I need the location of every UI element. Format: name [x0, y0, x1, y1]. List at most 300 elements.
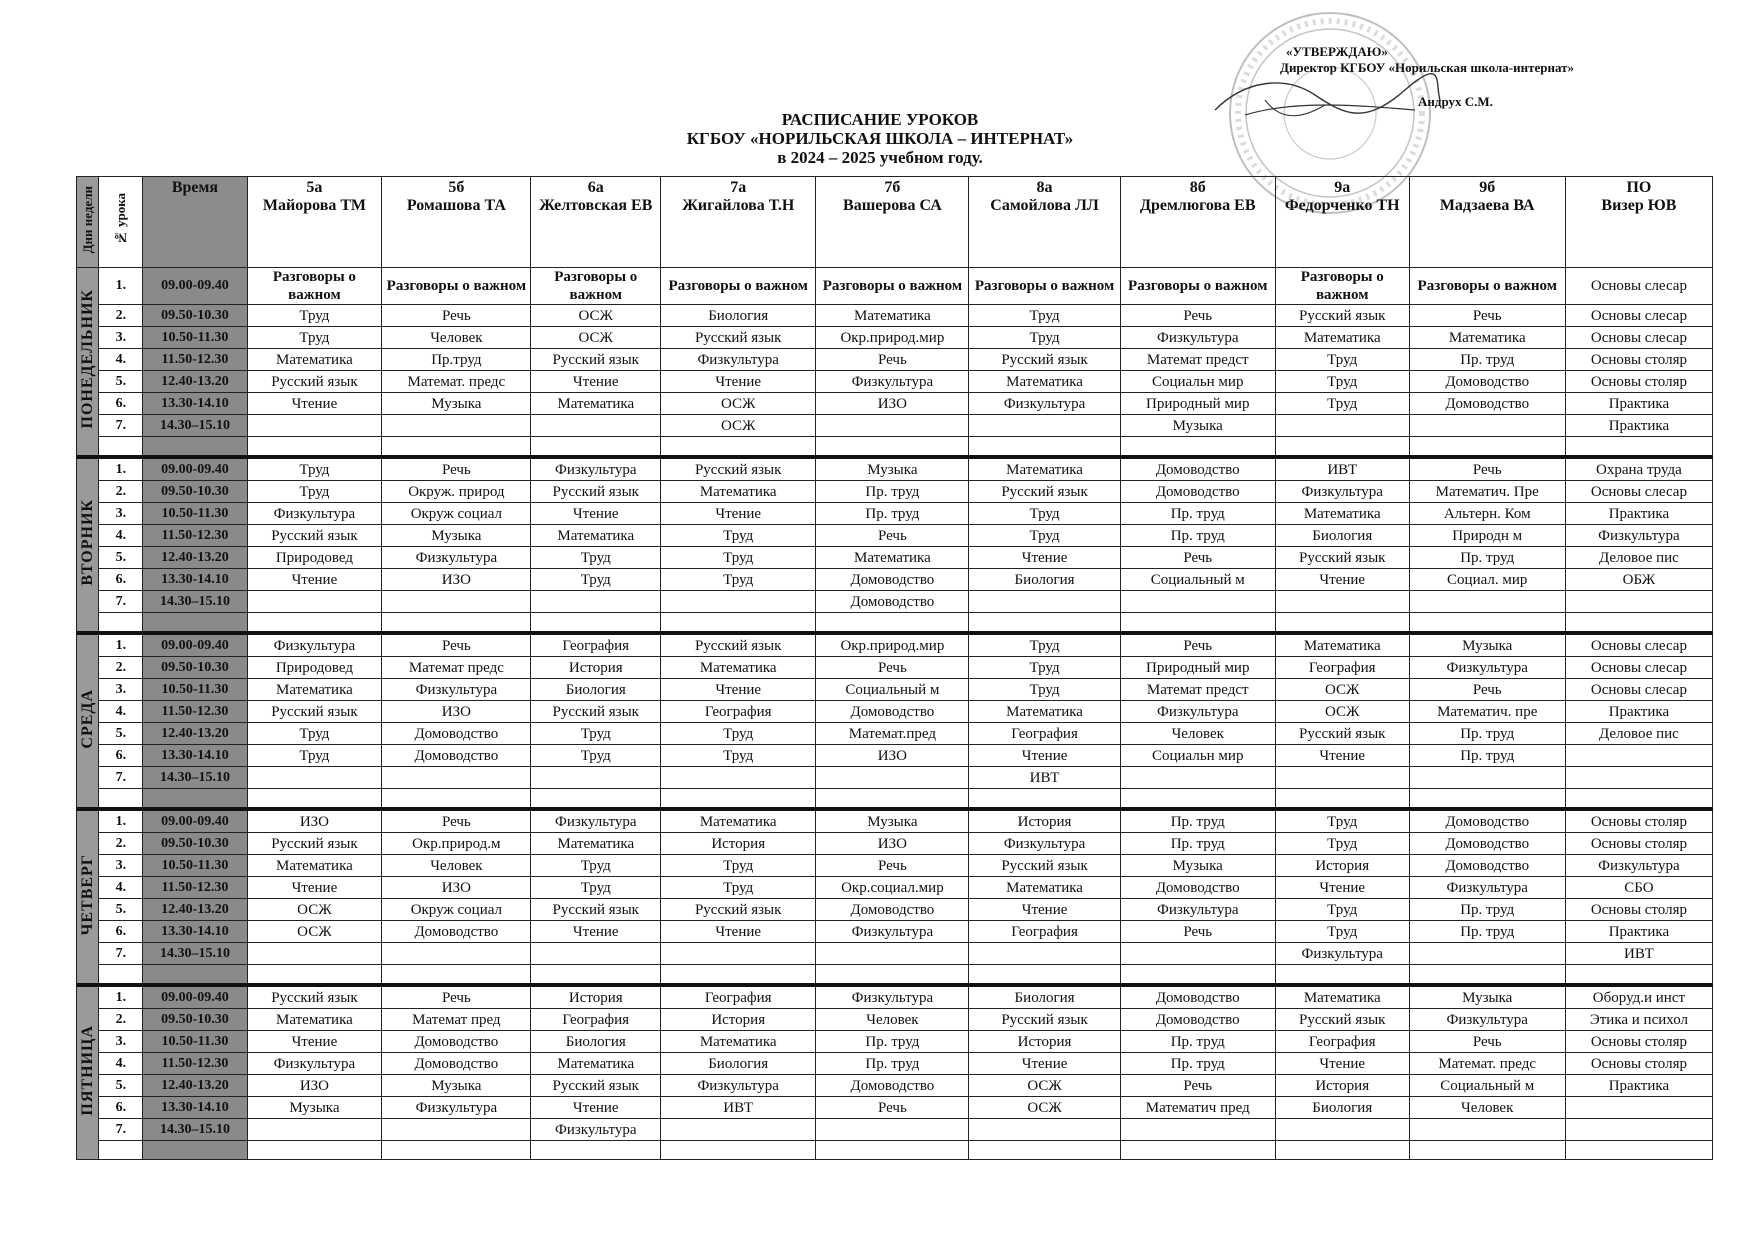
lesson-cell: Чтение: [531, 921, 661, 943]
lesson-cell: Практика: [1565, 921, 1712, 943]
lesson-cell: Физкультура: [661, 349, 816, 371]
lesson-cell: Природный мир: [1120, 393, 1275, 415]
lesson-cell: Русский язык: [247, 525, 382, 547]
lesson-cell: Речь: [382, 633, 531, 657]
lesson-cell: Физкультура: [816, 985, 969, 1009]
lesson-cell: Математ.пред: [816, 723, 969, 745]
lesson-row: [77, 899, 1713, 921]
spacer-cell: [969, 965, 1120, 986]
lesson-number: 4.: [99, 877, 143, 899]
approval-position: Директор КГБОУ «Норильская школа-интернат»: [1280, 60, 1574, 75]
lesson-cell: Деловое пис: [1565, 547, 1712, 569]
lesson-cell: Домоводство: [1409, 393, 1565, 415]
lesson-cell: Природн м: [1409, 525, 1565, 547]
spacer-cell: [969, 613, 1120, 634]
lesson-time: 13.30-14.10: [143, 921, 247, 943]
lesson-cell: Окр.природ.м: [382, 833, 531, 855]
lesson-number: 2.: [99, 657, 143, 679]
lesson-cell: Математ предст: [1120, 679, 1275, 701]
lesson-number: 6.: [99, 921, 143, 943]
lesson-cell: Физкультура: [1275, 943, 1409, 965]
spacer-cell: [661, 613, 816, 634]
lesson-cell: Русский язык: [531, 481, 661, 503]
spacer-cell: [531, 789, 661, 810]
lesson-cell: [816, 943, 969, 965]
lesson-cell: Русский язык: [969, 1009, 1120, 1031]
lesson-row: [77, 569, 1713, 591]
spacer-cell: [1409, 789, 1565, 810]
lesson-cell: Физкультура: [1409, 877, 1565, 899]
spacer-cell: [382, 437, 531, 458]
lesson-cell: Математ пред: [382, 1009, 531, 1031]
lesson-cell: Пр. труд: [816, 1053, 969, 1075]
lesson-cell: Практика: [1565, 701, 1712, 723]
spacer-cell: [816, 789, 969, 810]
lesson-time: 11.50-12.30: [143, 349, 247, 371]
lesson-cell: [1565, 745, 1712, 767]
header-class: [1565, 177, 1712, 268]
lesson-cell: Музыка: [382, 1075, 531, 1097]
lesson-cell: Труд: [247, 305, 382, 327]
lesson-cell: Труд: [969, 503, 1120, 525]
lesson-cell: Человек: [1120, 723, 1275, 745]
lesson-number: 3.: [99, 503, 143, 525]
lesson-cell: Физкультура: [969, 833, 1120, 855]
lesson-number: 2.: [99, 481, 143, 503]
lesson-cell: Речь: [382, 457, 531, 481]
lesson-number: 5.: [99, 371, 143, 393]
lesson-number: 4.: [99, 349, 143, 371]
lesson-cell: Математика: [531, 1053, 661, 1075]
lesson-cell: Чтение: [1275, 569, 1409, 591]
lesson-cell: Биология: [1275, 525, 1409, 547]
lesson-cell: Основы столяр: [1565, 899, 1712, 921]
spacer-cell: [99, 1141, 143, 1160]
lesson-cell: Человек: [382, 855, 531, 877]
class-teacher: Самойлова ЛЛ: [990, 197, 1099, 214]
title-line-1: РАСПИСАНИЕ УРОКОВ: [781, 110, 979, 129]
lesson-cell: Человек: [1409, 1097, 1565, 1119]
lesson-cell: Труд: [661, 547, 816, 569]
lesson-cell: [382, 1119, 531, 1141]
schedule-table: [76, 176, 1713, 1160]
lesson-row: [77, 371, 1713, 393]
lesson-row: [77, 268, 1713, 305]
lesson-cell: Математика: [969, 877, 1120, 899]
day-label: ПОНЕДЕЛЬНИК: [77, 268, 99, 458]
lesson-row: [77, 767, 1713, 789]
lesson-time: 12.40-13.20: [143, 547, 247, 569]
lesson-cell: Труд: [531, 547, 661, 569]
spacer-cell: [816, 965, 969, 986]
class-name: 9б: [1479, 179, 1496, 196]
lesson-cell: ИЗО: [247, 1075, 382, 1097]
lesson-cell: Пр. труд: [1120, 525, 1275, 547]
class-name: 8а: [1036, 179, 1053, 196]
lesson-number: 1.: [99, 633, 143, 657]
lesson-cell: Музыка: [382, 393, 531, 415]
lesson-cell: Речь: [382, 305, 531, 327]
lesson-number: 5.: [99, 547, 143, 569]
lesson-cell: Труд: [1275, 809, 1409, 833]
day-spacer-row: [77, 1141, 1713, 1160]
class-name: 5б: [448, 179, 465, 196]
lesson-cell: Труд: [247, 745, 382, 767]
lesson-cell: Русский язык: [661, 633, 816, 657]
lesson-cell: Труд: [661, 855, 816, 877]
lesson-cell: Человек: [382, 327, 531, 349]
lesson-cell: Основы слесар: [1565, 679, 1712, 701]
lesson-cell: [531, 591, 661, 613]
lesson-time: 14.30–15.10: [143, 767, 247, 789]
lesson-cell: [382, 415, 531, 437]
lesson-cell: [1565, 591, 1712, 613]
lesson-cell: Окруж социал: [382, 503, 531, 525]
lesson-time: 09.50-10.30: [143, 1009, 247, 1031]
lesson-cell: Физкультура: [1120, 701, 1275, 723]
lesson-time: 13.30-14.10: [143, 569, 247, 591]
lesson-cell: Природный мир: [1120, 657, 1275, 679]
lesson-cell: ОСЖ: [1275, 679, 1409, 701]
spacer-cell: [816, 437, 969, 458]
lesson-cell: ОСЖ: [969, 1097, 1120, 1119]
lesson-number: 1.: [99, 985, 143, 1009]
lesson-cell: Труд: [969, 305, 1120, 327]
lesson-cell: [1275, 767, 1409, 789]
lesson-cell: История: [531, 657, 661, 679]
lesson-cell: Основы слесар: [1565, 481, 1712, 503]
class-name: ПО: [1626, 179, 1652, 196]
lesson-cell: География: [661, 985, 816, 1009]
spacer-cell: [247, 437, 382, 458]
lesson-row: [77, 1075, 1713, 1097]
lesson-cell: Математика: [247, 855, 382, 877]
lesson-cell: Домоводство: [382, 1031, 531, 1053]
spacer-cell: [969, 1141, 1120, 1160]
lesson-cell: Русский язык: [969, 481, 1120, 503]
approval-block: [1280, 44, 1574, 110]
spacer-cell: [1275, 1141, 1409, 1160]
lesson-row: [77, 503, 1713, 525]
class-name: 5а: [306, 179, 323, 196]
lesson-cell: ИЗО: [382, 701, 531, 723]
spacer-cell: [1409, 1141, 1565, 1160]
day-spacer-row: [77, 613, 1713, 634]
header-days: Дни недели: [77, 177, 99, 268]
lesson-cell: Биология: [969, 985, 1120, 1009]
lesson-cell: ОСЖ: [247, 899, 382, 921]
lesson-number: 2.: [99, 833, 143, 855]
lesson-cell: Речь: [816, 1097, 969, 1119]
lesson-cell: [969, 591, 1120, 613]
lesson-cell: Физкультура: [247, 633, 382, 657]
lesson-cell: Физкультура: [1565, 855, 1712, 877]
lesson-cell: Пр. труд: [1120, 1031, 1275, 1053]
lesson-cell: Основы столяр: [1565, 833, 1712, 855]
spacer-cell: [1409, 437, 1565, 458]
lesson-cell: ОСЖ: [247, 921, 382, 943]
lesson-cell: Основы столяр: [1565, 1031, 1712, 1053]
lesson-cell: Биология: [1275, 1097, 1409, 1119]
lesson-cell: География: [531, 1009, 661, 1031]
lesson-cell: Математика: [247, 679, 382, 701]
lesson-cell: [382, 943, 531, 965]
lesson-cell: Домоводство: [382, 723, 531, 745]
lesson-number: 7.: [99, 767, 143, 789]
lesson-cell: Математика: [531, 833, 661, 855]
lesson-cell: Домоводство: [816, 591, 969, 613]
spacer-cell: [969, 437, 1120, 458]
lesson-cell: Домоводство: [382, 745, 531, 767]
lesson-cell: Чтение: [969, 1053, 1120, 1075]
lesson-cell: ИВТ: [969, 767, 1120, 789]
lesson-cell: Музыка: [247, 1097, 382, 1119]
header-class: [1409, 177, 1565, 268]
lesson-cell: [247, 767, 382, 789]
spacer-cell: [1275, 789, 1409, 810]
lesson-cell: Труд: [969, 633, 1120, 657]
lesson-cell: Физкультура: [1409, 657, 1565, 679]
header-class: [661, 177, 816, 268]
lesson-cell: ОСЖ: [661, 393, 816, 415]
spacer-cell: [143, 437, 247, 458]
lesson-number: 4.: [99, 525, 143, 547]
lesson-cell: Биология: [661, 1053, 816, 1075]
lesson-cell: Труд: [531, 855, 661, 877]
spacer-cell: [1565, 613, 1712, 634]
lesson-cell: Оборуд.и инст: [1565, 985, 1712, 1009]
lesson-cell: География: [969, 921, 1120, 943]
lesson-cell: Физкультура: [531, 809, 661, 833]
lesson-cell: Речь: [816, 855, 969, 877]
lesson-row: [77, 1031, 1713, 1053]
lesson-time: 11.50-12.30: [143, 701, 247, 723]
lesson-number: 6.: [99, 393, 143, 415]
lesson-cell: Математ предст: [1120, 349, 1275, 371]
lesson-row: [77, 393, 1713, 415]
lesson-number: 4.: [99, 1053, 143, 1075]
lesson-cell: География: [969, 723, 1120, 745]
class-name: 7а: [730, 179, 747, 196]
lesson-cell: История: [969, 1031, 1120, 1053]
spacer-cell: [1565, 437, 1712, 458]
spacer-cell: [382, 965, 531, 986]
lesson-cell: [1409, 1119, 1565, 1141]
lesson-cell: ИЗО: [816, 833, 969, 855]
spacer-cell: [143, 1141, 247, 1160]
lesson-cell: Пр. труд: [1409, 921, 1565, 943]
lesson-time: 09.50-10.30: [143, 305, 247, 327]
lesson-cell: Пр. труд: [816, 503, 969, 525]
lesson-cell: Математика: [661, 657, 816, 679]
lesson-cell: Математика: [661, 809, 816, 833]
lesson-cell: Речь: [1409, 457, 1565, 481]
lesson-cell: [1120, 767, 1275, 789]
lesson-row: [77, 985, 1713, 1009]
document-title: [560, 110, 1200, 167]
lesson-row: [77, 415, 1713, 437]
lesson-cell: Разговоры о важном: [247, 268, 382, 305]
lesson-number: 3.: [99, 679, 143, 701]
lesson-cell: Домоводство: [1409, 809, 1565, 833]
lesson-cell: Физкультура: [382, 547, 531, 569]
lesson-number: 5.: [99, 723, 143, 745]
lesson-time: 13.30-14.10: [143, 745, 247, 767]
lesson-cell: История: [1275, 855, 1409, 877]
lesson-row: [77, 1097, 1713, 1119]
lesson-cell: Чтение: [247, 1031, 382, 1053]
lesson-cell: Физкультура: [969, 393, 1120, 415]
spacer-cell: [1120, 965, 1275, 986]
lesson-row: [77, 547, 1713, 569]
lesson-cell: Разговоры о важном: [1409, 268, 1565, 305]
lesson-cell: Пр. труд: [1120, 1053, 1275, 1075]
lesson-number: 1.: [99, 268, 143, 305]
lesson-cell: Чтение: [661, 921, 816, 943]
lesson-time: 10.50-11.30: [143, 503, 247, 525]
lesson-number: 7.: [99, 1119, 143, 1141]
spacer-cell: [1409, 613, 1565, 634]
lesson-time: 14.30–15.10: [143, 591, 247, 613]
lesson-cell: Природовед: [247, 547, 382, 569]
lesson-cell: [1565, 1097, 1712, 1119]
lesson-cell: Труд: [531, 569, 661, 591]
title-line-2: КГБОУ «НОРИЛЬСКАЯ ШКОЛА – ИНТЕРНАТ»: [686, 129, 1074, 148]
lesson-number: 6.: [99, 745, 143, 767]
lesson-cell: Основы столяр: [1565, 371, 1712, 393]
day-label: ПЯТНИЦА: [77, 985, 99, 1160]
title-line-3: в 2024 – 2025 учебном году.: [777, 148, 983, 167]
lesson-cell: Чтение: [1275, 1053, 1409, 1075]
lesson-cell: Физкультура: [247, 503, 382, 525]
class-name: 6а: [587, 179, 604, 196]
lesson-cell: [531, 767, 661, 789]
lesson-cell: Математика: [816, 305, 969, 327]
lesson-cell: Пр. труд: [1409, 745, 1565, 767]
lesson-cell: [1120, 1119, 1275, 1141]
lesson-cell: Пр. труд: [1409, 899, 1565, 921]
lesson-number: 2.: [99, 1009, 143, 1031]
lesson-cell: [1409, 591, 1565, 613]
lesson-cell: Пр.труд: [382, 349, 531, 371]
lesson-cell: Природовед: [247, 657, 382, 679]
lesson-row: [77, 679, 1713, 701]
lesson-cell: Труд: [531, 723, 661, 745]
lesson-cell: Социальный м: [1120, 569, 1275, 591]
class-teacher: Федорченко ТН: [1284, 197, 1400, 214]
lesson-time: 10.50-11.30: [143, 1031, 247, 1053]
lesson-cell: [247, 943, 382, 965]
lesson-cell: Основы слесар: [1565, 657, 1712, 679]
header-class: [531, 177, 661, 268]
lesson-cell: Биология: [531, 1031, 661, 1053]
lesson-cell: [969, 943, 1120, 965]
spacer-cell: [816, 613, 969, 634]
lesson-cell: Пр. труд: [1409, 723, 1565, 745]
lesson-cell: Труд: [247, 481, 382, 503]
approval-signatory: Андрух С.М.: [1418, 94, 1493, 109]
lesson-time: 09.00-09.40: [143, 268, 247, 305]
lesson-cell: География: [1275, 657, 1409, 679]
spacer-cell: [1120, 1141, 1275, 1160]
lesson-cell: Речь: [816, 525, 969, 547]
header-class: [247, 177, 382, 268]
lesson-time: 10.50-11.30: [143, 679, 247, 701]
lesson-cell: Русский язык: [969, 349, 1120, 371]
lesson-cell: [969, 415, 1120, 437]
spacer-cell: [661, 965, 816, 986]
lesson-row: [77, 1053, 1713, 1075]
lesson-cell: Окр.социал.мир: [816, 877, 969, 899]
lesson-number: 6.: [99, 1097, 143, 1119]
lesson-cell: Математ предс: [382, 657, 531, 679]
day-spacer-row: [77, 789, 1713, 810]
lesson-cell: Основы слесар: [1565, 305, 1712, 327]
lesson-cell: Речь: [1409, 305, 1565, 327]
lesson-cell: Домоводство: [1120, 481, 1275, 503]
lesson-cell: История: [531, 985, 661, 1009]
lesson-cell: Русский язык: [969, 855, 1120, 877]
lesson-cell: Речь: [382, 985, 531, 1009]
lesson-cell: Чтение: [1275, 877, 1409, 899]
class-teacher: Ромашова ТА: [406, 197, 506, 214]
lesson-cell: [1409, 943, 1565, 965]
lesson-row: [77, 481, 1713, 503]
lesson-cell: Математика: [531, 525, 661, 547]
lesson-number: 3.: [99, 327, 143, 349]
class-teacher: Дремлюгова ЕВ: [1139, 197, 1256, 214]
lesson-cell: Труд: [969, 525, 1120, 547]
lesson-row: [77, 833, 1713, 855]
lesson-cell: ОСЖ: [1275, 701, 1409, 723]
spacer-cell: [661, 1141, 816, 1160]
lesson-cell: [1565, 767, 1712, 789]
lesson-cell: [382, 591, 531, 613]
lesson-cell: Математич. пре: [1409, 701, 1565, 723]
lesson-time: 13.30-14.10: [143, 1097, 247, 1119]
lesson-cell: Русский язык: [531, 1075, 661, 1097]
lesson-cell: Чтение: [247, 393, 382, 415]
lesson-cell: Математика: [531, 393, 661, 415]
lesson-cell: Труд: [247, 457, 382, 481]
lesson-cell: Речь: [1120, 547, 1275, 569]
lesson-cell: География: [1275, 1031, 1409, 1053]
lesson-time: 10.50-11.30: [143, 855, 247, 877]
spacer-cell: [1275, 613, 1409, 634]
header-class: [816, 177, 969, 268]
lesson-cell: [816, 1119, 969, 1141]
spacer-cell: [1120, 789, 1275, 810]
spacer-cell: [382, 1141, 531, 1160]
lesson-cell: Пр. труд: [816, 481, 969, 503]
lesson-time: 09.00-09.40: [143, 985, 247, 1009]
lesson-cell: ИЗО: [247, 809, 382, 833]
spacer-cell: [143, 789, 247, 810]
lesson-cell: Труд: [969, 679, 1120, 701]
lesson-cell: Речь: [1120, 305, 1275, 327]
lesson-time: 12.40-13.20: [143, 371, 247, 393]
lesson-cell: [1565, 1119, 1712, 1141]
lesson-cell: Физкультура: [816, 371, 969, 393]
lesson-cell: Математ. предс: [1409, 1053, 1565, 1075]
spacer-cell: [143, 965, 247, 986]
lesson-cell: Чтение: [969, 547, 1120, 569]
class-teacher: Жигайлова Т.Н: [682, 197, 795, 214]
lesson-cell: Русский язык: [1275, 305, 1409, 327]
lesson-cell: Русский язык: [1275, 1009, 1409, 1031]
lesson-cell: [816, 767, 969, 789]
lesson-cell: Речь: [1120, 1075, 1275, 1097]
